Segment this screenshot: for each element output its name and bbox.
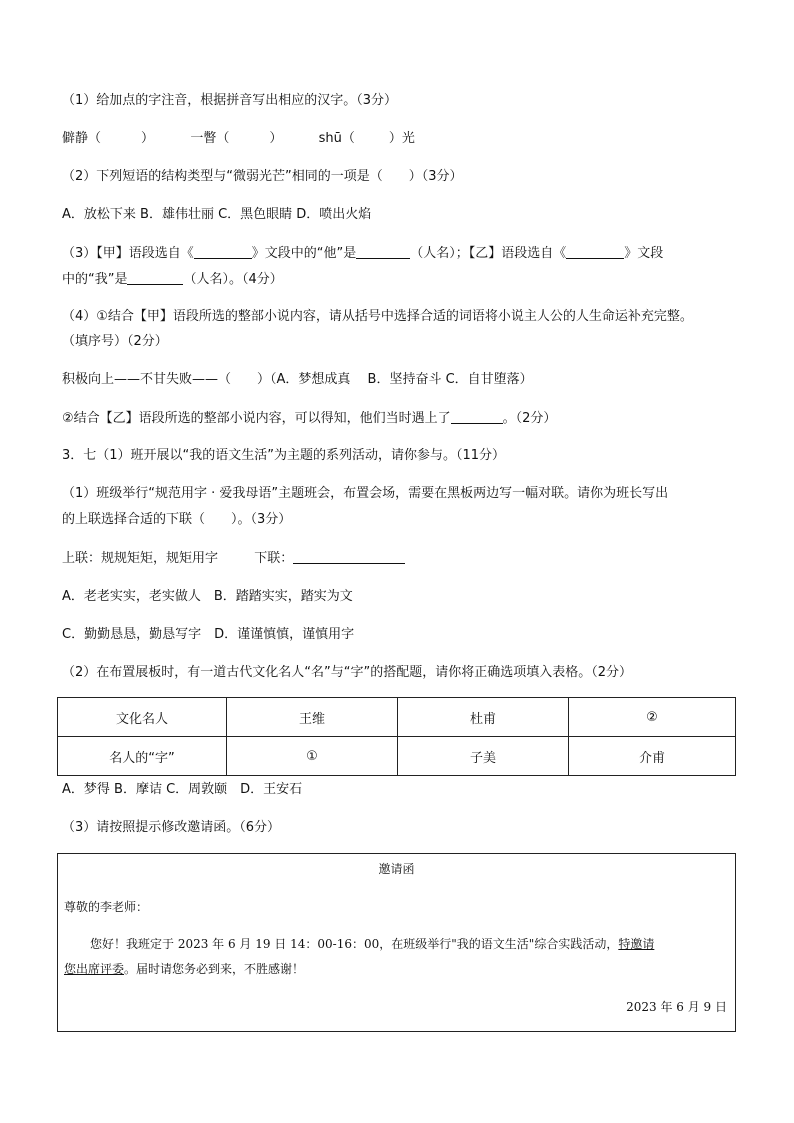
letter-body-line2: 您出席评委。届时请您务必到来，不胜感谢！ <box>64 962 305 976</box>
table-cell-blank-1[interactable]: ① <box>227 737 398 776</box>
answer-blank[interactable] <box>451 409 503 424</box>
couplet-options-ab: A．老老实实，老实做人 B．踏踏实实，踏实为文 <box>62 589 353 604</box>
table-cell: 杜甫 <box>398 698 569 737</box>
q2-part2-options: A．放松下来 B．雄伟壮丽 C．黑色眼睛 D．喷出火焰 <box>62 207 372 222</box>
couplet <box>62 549 405 568</box>
table-header-cell: 名人的“字” <box>58 737 227 776</box>
couplet-options-cd: C．勤勤恳恳，勤恳写字 D．谨谨慎慎，谨慎用字 <box>62 627 355 642</box>
invitation-letter <box>57 853 736 1032</box>
q2-part4-line1: （4）①结合【甲】语段所选的整部小说内容，请从括号中选择合适的词语将小说主人公的人生命运补充完整。 <box>62 309 693 324</box>
couplet-lower-label: 下联： <box>254 551 294 566</box>
item-pijing: 僻静（ <box>62 131 102 146</box>
letter-title: 邀请函 <box>378 862 415 876</box>
q2-part4-line2: （填序号）（2分） <box>62 334 168 349</box>
q3-heading: 3．七（1）班开展以“我的语文生活”为主题的系列活动，请你参与。（11分） <box>62 448 506 463</box>
couplet-answer-blank[interactable] <box>293 549 405 564</box>
item-yipie: 一瞥（ <box>190 131 230 146</box>
q2-part2-prompt: （2）下列短语的结构类型与“微弱光芒”相同的一项是（ ）（3分） <box>62 169 463 184</box>
answer-blank[interactable] <box>127 270 183 285</box>
letter-greeting: 尊敬的李老师： <box>64 900 149 914</box>
item-shu: shū（ <box>318 131 355 146</box>
q3-part3-prompt: （3）请按照提示修改邀请函。（6分） <box>62 820 281 835</box>
table-cell-blank-2[interactable]: ② <box>569 698 736 737</box>
answer-blank[interactable] <box>194 244 252 259</box>
q3-part1-line2: 的上联选择合适的下联（ ）。（3分） <box>62 512 292 527</box>
q2-part4-line4: ②结合【乙】语段所选的整部小说内容，可以得知，他们当时遇上了 。（2分） <box>62 411 557 426</box>
answer-blank[interactable] <box>356 244 410 259</box>
table-row <box>58 737 736 776</box>
q3-part2-options: A．梦得 B．摩诘 C．周敦颐 D．王安石 <box>62 782 303 797</box>
table-header-cell: 文化名人 <box>58 698 227 737</box>
name-courtesy-table <box>57 697 736 776</box>
table-cell: 介甫 <box>569 737 736 776</box>
underlined-phrase: 特邀请 <box>618 937 655 951</box>
q3-part1-line1: （1）班级举行“规范用字 · 爱我母语”主题班会，布置会场，需要在黑板两边写一幅对联。请你为班长写出 <box>62 486 669 501</box>
q2-part4-line3: 积极向上——不甘失败——（ ）（A．梦想成真 B．坚持奋斗 C．自甘堕落） <box>62 372 533 387</box>
letter-date: 2023 年 6 月 9 日 <box>626 1000 727 1014</box>
couplet-upper: 上联：规规矩矩，规矩用字 <box>62 551 219 566</box>
answer-blank[interactable] <box>566 244 624 259</box>
q2-part3-line2: 中的“我”是 （人名）。（4分） <box>62 272 283 287</box>
q3-part2-prompt: （2）在布置展板时，有一道古代文化名人“名”与“字”的搭配题，请你将正确选项填入表格。（2分） <box>62 665 632 680</box>
letter-body-line1: 您好！我班定于 2023 年 6 月 19 日 14：00-16：00，在班级举行"我的语文生活"综合实践活动，特邀请 <box>90 937 655 951</box>
table-cell: 王维 <box>227 698 398 737</box>
q2-part3-line1: （3）【甲】语段选自《 》文段中的“他”是 （人名）；【乙】语段选自《 》文段 <box>62 246 664 261</box>
table-cell: 子美 <box>398 737 569 776</box>
q2-part1-prompt: （1）给加点的字注音，根据拼音写出相应的汉字。（3分） <box>62 93 398 108</box>
q2-part1-items: 僻静（ ） 一瞥（ ） shū（ ）光 <box>62 131 415 146</box>
underlined-phrase: 您出席评委 <box>64 962 125 976</box>
table-row <box>58 698 736 737</box>
